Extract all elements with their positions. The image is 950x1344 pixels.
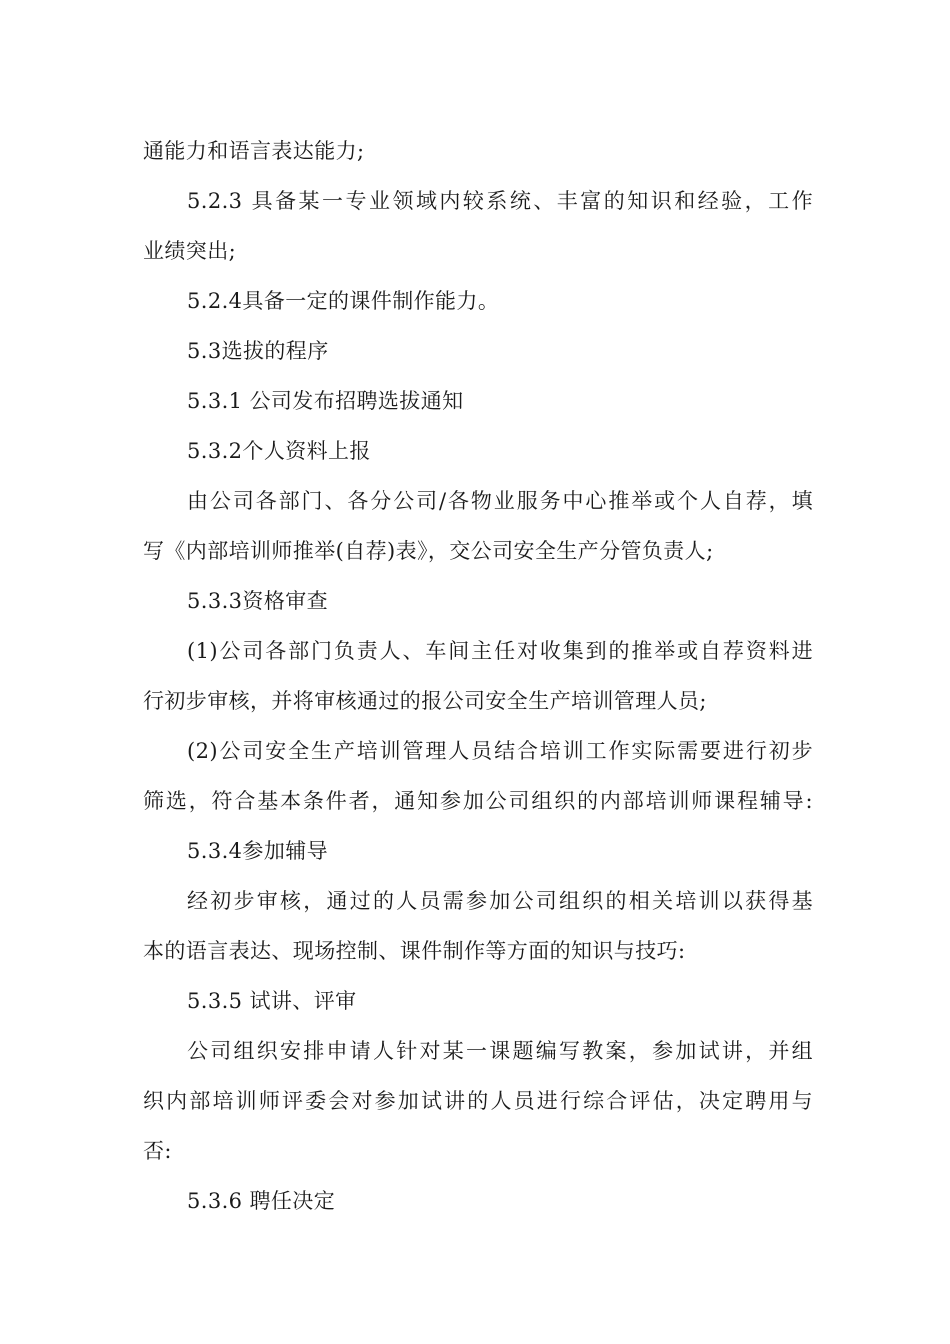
paragraph-line: 公司组织安排申请人针对某一课题编写教案，参加试讲，并组 — [187, 1039, 813, 1063]
clause-5-3-6: 5.3.6 聘任决定 — [187, 1189, 336, 1213]
text-line-continuation: 通能力和语言表达能力; — [143, 139, 365, 163]
paragraph-line: 织内部培训师评委会对参加试讲的人员进行综合评估，决定聘用与 — [143, 1089, 813, 1113]
clause-5-3-4: 5.3.4参加辅导 — [187, 839, 329, 863]
clause-5-3-5: 5.3.5 试讲、评审 — [187, 989, 357, 1013]
paragraph-line: (1)公司各部门负责人、车间主任对收集到的推举或自荐资料进 — [187, 639, 813, 663]
paragraph-line: (2)公司安全生产培训管理人员结合培训工作实际需要进行初步 — [187, 739, 813, 763]
paragraph-line: 写《内部培训师推举(自荐)表》，交公司安全生产分管负责人; — [143, 539, 714, 563]
section-5-3-heading: 5.3选拔的程序 — [187, 339, 329, 363]
clause-5-3-1: 5.3.1 公司发布招聘选拔通知 — [187, 389, 464, 413]
clause-5-2-4: 5.2.4具备一定的课件制作能力。 — [187, 289, 500, 313]
paragraph-line: 经初步审核，通过的人员需参加公司组织的相关培训以获得基 — [187, 889, 813, 913]
paragraph-line: 否: — [143, 1139, 172, 1163]
clause-5-3-3: 5.3.3资格审查 — [187, 589, 329, 613]
clause-5-3-2: 5.3.2个人资料上报 — [187, 439, 371, 463]
clause-5-2-3: 5.2.3 具备某一专业领域内较系统、丰富的知识和经验，工作 — [187, 189, 813, 213]
clause-5-2-3-continuation: 业绩突出; — [143, 239, 237, 263]
paragraph-line: 筛选，符合基本条件者，通知参加公司组织的内部培训师课程辅导: — [143, 789, 813, 813]
paragraph-line: 行初步审核，并将审核通过的报公司安全生产培训管理人员; — [143, 689, 707, 713]
paragraph-line: 由公司各部门、各分公司/各物业服务中心推举或个人自荐，填 — [187, 489, 813, 513]
paragraph-line: 本的语言表达、现场控制、课件制作等方面的知识与技巧: — [143, 939, 686, 963]
